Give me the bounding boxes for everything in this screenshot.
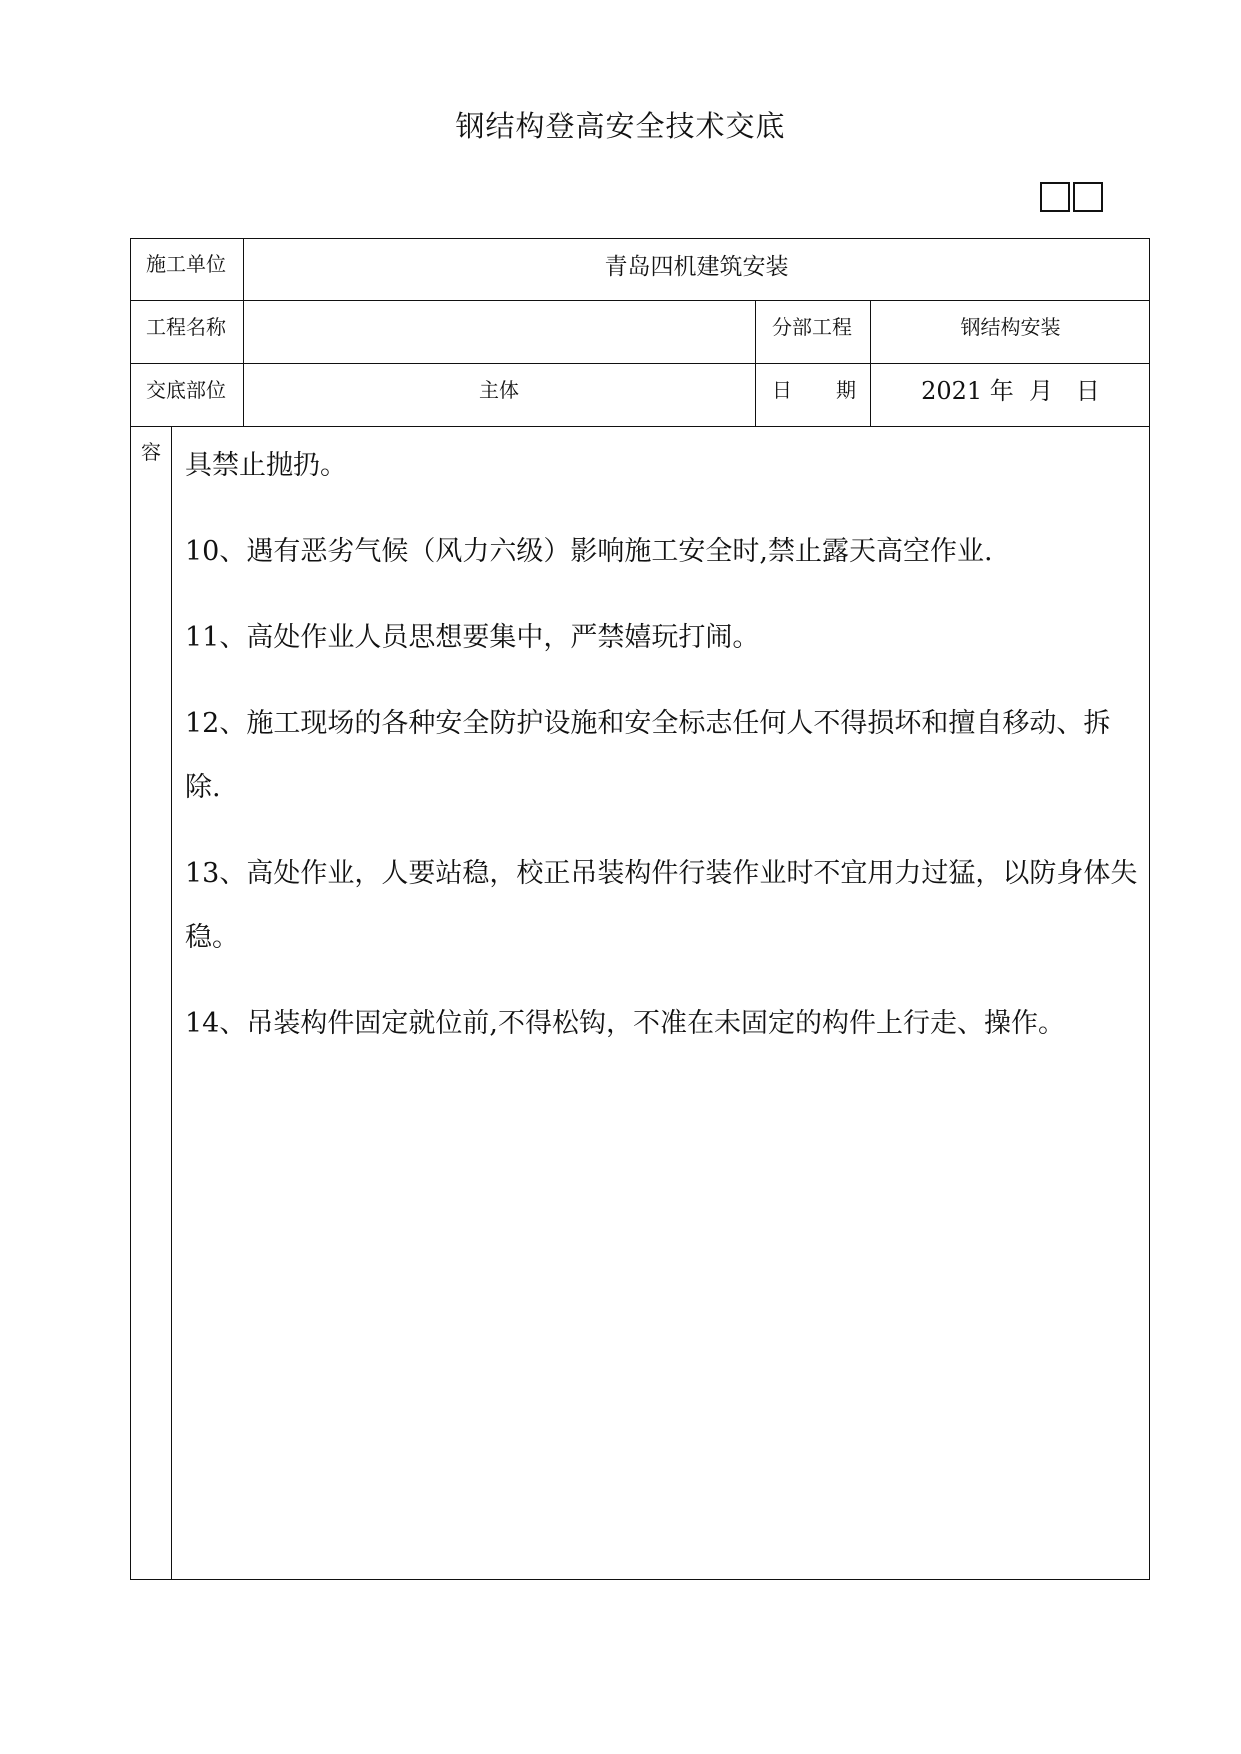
table-border-left <box>130 238 131 1580</box>
table-row-divider <box>130 426 1150 427</box>
checkbox-square <box>1073 182 1103 212</box>
position-value: 主体 <box>479 378 519 402</box>
division-label: 分部工程 <box>772 315 852 339</box>
table-col-divider <box>755 300 756 426</box>
division-value: 钢结构安装 <box>960 315 1061 339</box>
header-boxes <box>1040 182 1103 212</box>
date-label-second: 期 <box>836 378 856 402</box>
content-paragraph: 11、高处作业人员思想要集中，严禁嬉玩打闹。 <box>185 622 760 653</box>
table-row-divider <box>130 363 1150 364</box>
unit-label: 施工单位 <box>146 252 226 276</box>
content-paragraph: 具禁止抛扔。 <box>185 450 347 481</box>
position-label: 交底部位 <box>146 378 226 402</box>
content-paragraph: 10、遇有恶劣气候（风力六级）影响施工安全时,禁止露天高空作业. <box>185 536 993 567</box>
content-label: 容 <box>141 440 161 464</box>
table-col-divider <box>171 426 172 1579</box>
table-row-divider <box>130 300 1150 301</box>
content-paragraph: 12、施工现场的各种安全防护设施和安全标志任何人不得损坏和擅自移动、拆除. <box>185 708 1111 803</box>
unit-value: 青岛四机建筑安装 <box>604 254 789 280</box>
content-body <box>185 434 1145 1078</box>
project-label: 工程名称 <box>146 315 226 339</box>
table-border-right <box>1149 238 1150 1580</box>
content-paragraph: 13、高处作业，人要站稳，校正吊装构件行装作业时不宜用力过猛，以防身体失稳。 <box>185 858 1138 953</box>
date-value: 2021 年 月 日 <box>921 377 1100 405</box>
content-paragraph: 14、吊装构件固定就位前,不得松钩，不准在未固定的构件上行走、操作。 <box>185 1008 1065 1039</box>
date-label-first: 日 <box>772 378 792 402</box>
table-border-bottom <box>130 1579 1150 1580</box>
page-title: 钢结构登高安全技术交底 <box>455 109 786 143</box>
table-border-top <box>130 238 1150 239</box>
checkbox-square <box>1040 182 1070 212</box>
